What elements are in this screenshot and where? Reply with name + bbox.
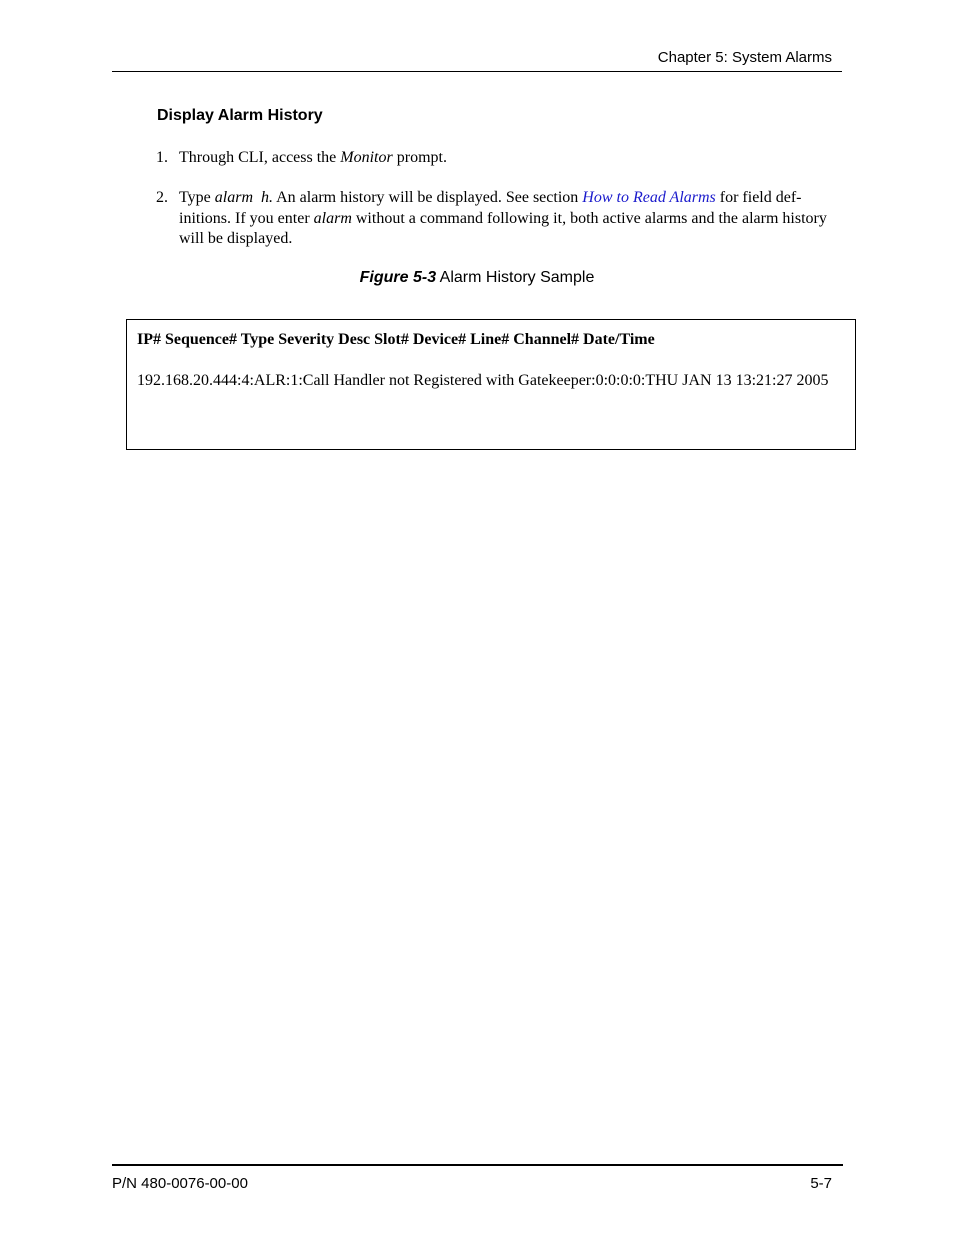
how-to-read-alarms-link[interactable]: How to Read Alarms [582,189,716,206]
alarm-h-command: alarm h. [214,189,273,206]
section-heading: Display Alarm History [157,107,323,124]
figure-title: Alarm History Sample [436,269,595,286]
part-number: P/N 480-0076-00-00 [112,1175,248,1192]
header-rule [112,71,842,72]
step-1-text: Through CLI, access the Monitor prompt. [179,149,447,166]
alarm-columns-header: IP# Sequence# Type Severity Desc Slot# Device# Line# Channel# Date/Time [137,331,655,348]
step-2-number: 2. [156,189,168,206]
step-1 [156,148,846,169]
alarm-command: alarm [313,209,352,227]
figure-caption [0,269,954,287]
alarm-record: 192.168.20.444:4:ALR:1:Call Handler not Registered with Gatekeeper:0:0:0:0:THU JAN 13 13:21:27 2005 [137,372,829,389]
figure-label: Figure 5-3 [359,269,437,286]
step-1-number: 1. [156,149,168,166]
footer-rule [112,1164,843,1166]
running-header: Chapter 5: System Alarms [657,49,832,66]
step-2 [156,188,846,250]
monitor-term: Monitor [340,149,393,166]
step-2-text: Type alarm h. An alarm history will be displayed. See section How to Read Alarms for field def-initions. If you enter alarm without a command following it, both active alarms and the alarm history will be displayed. [179,189,827,247]
page-number: 5-7 [810,1175,832,1192]
alarm-history-sample-box [126,319,856,450]
